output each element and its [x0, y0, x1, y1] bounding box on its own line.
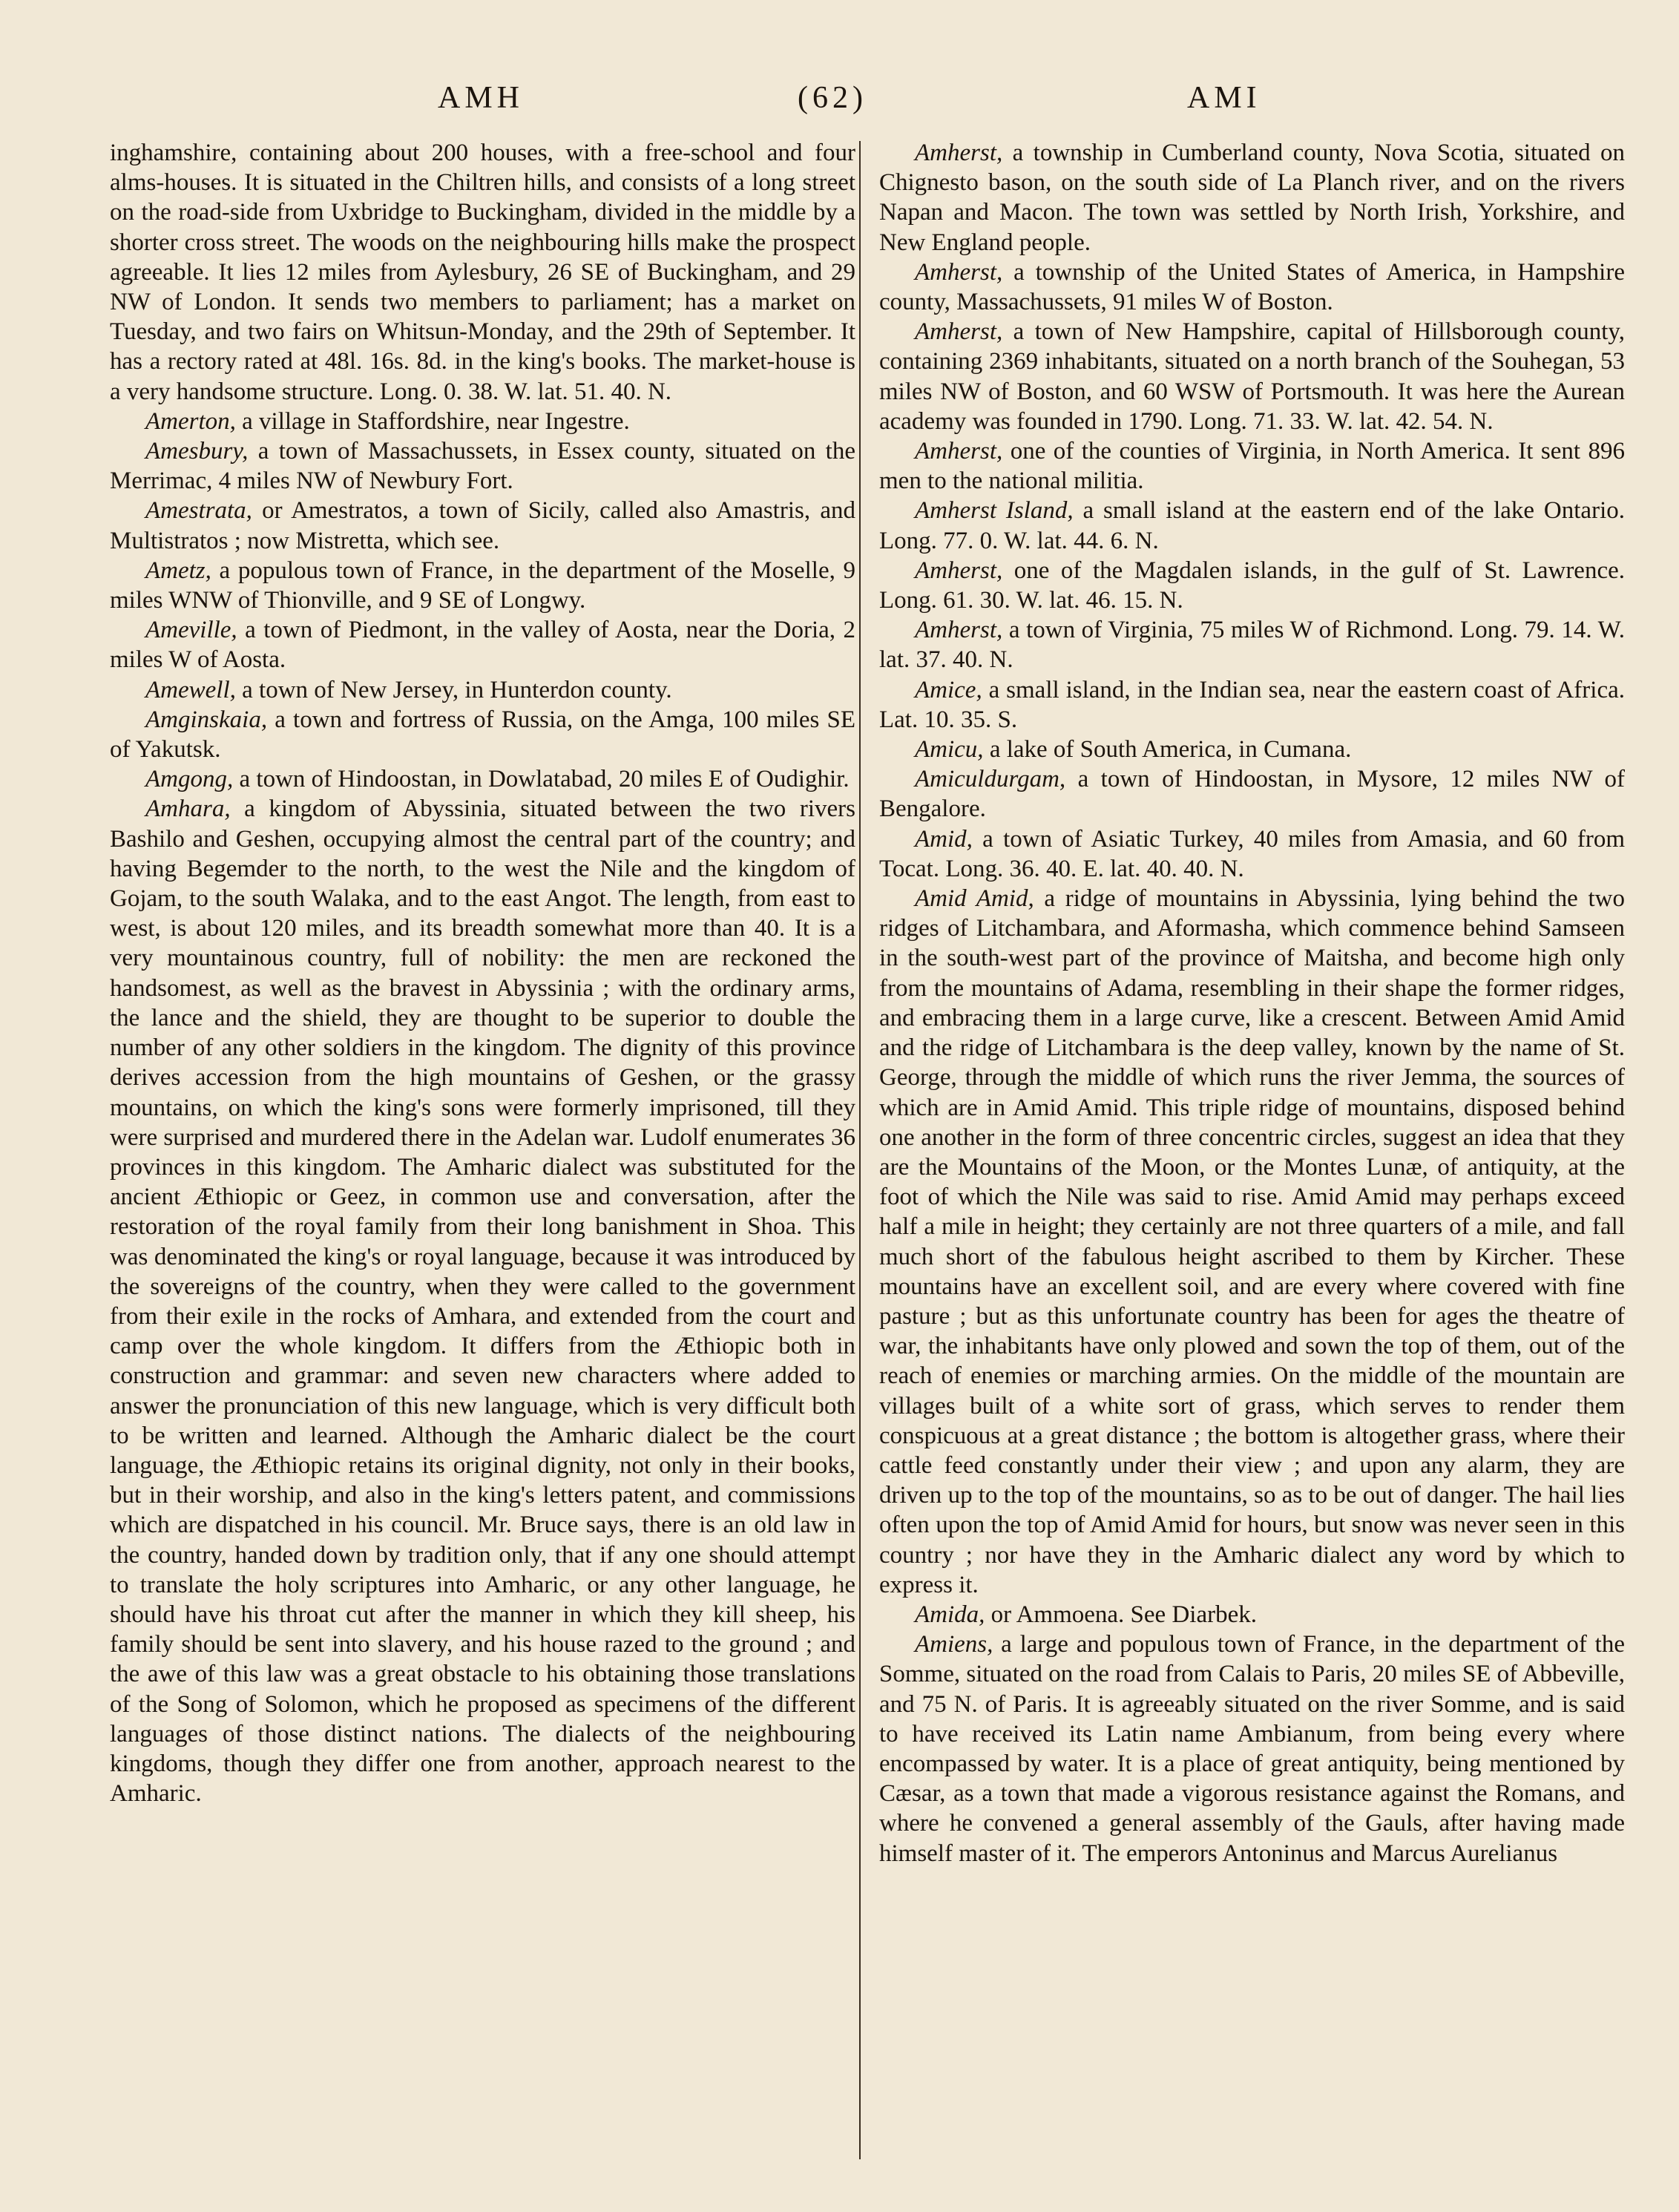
entry-text: a lake of South America, in Cumana.	[983, 736, 1352, 764]
entry	[879, 824, 1625, 884]
entry	[879, 1600, 1625, 1630]
entry	[110, 138, 855, 407]
entry-term: Amherst,	[915, 140, 1003, 166]
entry-text: a ridge of mountains in Abyssinia, lying behind the two ridges of Litchambara, and Aformasha, which commence behind Samseen in the south-west part of the province of Maitsha, and become high only from the mountains of Adama, resembling in their shape the former ridges, and embracing them in a large curve, like a crescent. Between Amid Amid and the ridge of Litchambara is the deep valley, known by the name of St. George, through the middle of which runs the river Jemma, the sources of which are in Amid Amid. This triple ridge of mountains, disposed behind one another in the form of three concentric circles, suggest an idea that they are the Mountains of the Moon, or the Montes Lunæ, of antiquity, at the foot of which the Nile was said to rise. Amid Amid may perhaps exceed half a mile in height; they certainly are not three quarters of a mile, and fall much short of the fabulous height ascribed to them by Kircher. These mountains have an excellent soil, and are every where covered with fine pasture ; but as this unfortunate country has been for ages the theatre of war, the inhabitants have only plowed and sown the top of them, out of the reach of enemies or marching armies. On the middle of the mountain are villages built of a white sort of grass, which serves to render them conspicuous at a great distance ; the bottom is altogether grass, where their cattle feed constantly under their view ; and upon any alarm, they are driven up to the top of the mountains, so as to be out of danger. The hail lies often upon the top of Amid Amid for hours, but snow was never seen in this country ; nor have they in the Amharic dialect any word by which to express it.	[879, 885, 1625, 1598]
running-header	[0, 80, 1679, 117]
entry-term: Amherst,	[915, 258, 1003, 286]
entry	[110, 496, 855, 555]
entry	[879, 735, 1625, 764]
entry	[879, 496, 1625, 555]
entry	[879, 138, 1625, 257]
entry-term: Amherst Island,	[915, 497, 1074, 525]
entry	[879, 615, 1625, 675]
entry-term: Amherst,	[915, 617, 1003, 644]
entry-text: a small island at the eastern end of the lake Ontario. Long. 77. 0. W. lat. 44. 6. N.	[879, 497, 1625, 554]
entry-term: Amewell,	[145, 676, 236, 703]
entry-term: Amice,	[915, 676, 982, 703]
entry-text: a town of Piedmont, in the valley of Aosta, near the Doria, 2 miles W of Aosta.	[110, 617, 855, 674]
entry	[110, 675, 855, 705]
entry-text: a kingdom of Abyssinia, situated between the two rivers Bashilo and Geshen, occupying almost the central part of the country; and having Begemder to the north, to the west the Nile and the kingdom of Gojam, to the south Walaka, and to the east Angot. The length, from east to west, is about 120 miles, and its breadth somewhat more than 40. It is a very mountainous country, full of nobility: the men are reckoned the handsomest, as well as the bravest in Abyssinia ; with the ordinary arms, the lance and the shield, they are thought to be superior to double the number of any other soldiers in the kingdom. The dignity of this province derives accession from the high mountains of Geshen, or the grassy mountains, on which the king's sons were formerly imprisoned, till they were surprised and murdered there in the Adelan war. Ludolf enumerates 36 provinces in this kingdom. The Amharic dialect was substituted for the ancient Æthiopic or Geez, in common use and conversation, after the restoration of the royal family from their long banishment in Shoa. This was denominated the king's or royal language, because it was introduced by the sovereigns of the country, when they were called to the government from their exile in the rocks of Amhara, and extended from the court and camp over the whole kingdom. It differs from the Æthiopic both in construction and grammar: and seven new characters where added to answer the pronunciation of this new language, which is very difficult both to be written and learned. Although the Amharic dialect be the court language, the Æthiopic retains its original dignity, not only in their books, but in their worship, and also in the king's letters patent, and commissions which are dispatched in his council. Mr. Bruce says, there is an old law in the country, handed down by tradition only, that if any one should attempt to translate the holy scriptures into Amharic, or any other language, he should have his throat cut after the manner in which they kill sheep, his family should be sent into slavery, and his house razed to the ground ; and the awe of this law was a great obstacle to his obtaining those translations of the Song of Solomon, which he proposed as specimens of the different languages of those distinct nations. The dialects of the neighbouring kingdoms, though they differ one from another, approach nearest to the Amharic.	[110, 795, 855, 1808]
entry	[110, 705, 855, 764]
right-column	[879, 138, 1625, 2171]
entry	[879, 884, 1625, 1600]
entry-text: a small island, in the Indian sea, near the eastern coast of Africa. Lat. 10. 35. S.	[879, 676, 1625, 733]
entry-text: a large and populous town of France, in the department of the Somme, situated on the road from Calais to Paris, 20 miles SE of Abbeville, and 75 N. of Paris. It is agreeably situated on the river Somme, and is said to have received its Latin name Ambianum, from being every where encompassed by water. It is a place of great antiquity, being mentioned by Cæsar, as a town that made a vigorous resistance against the Romans, and where he convened a general assembly of the Gauls, after having made himself master of it. The emperors Antoninus and Marcus Aurelianus	[879, 1631, 1625, 1867]
entry-term: Amhara,	[145, 795, 231, 823]
entry-term: Amginskaia,	[145, 706, 268, 733]
entry-text: one of the Magdalen islands, in the gulf of St. Lawrence. Long. 61. 30. W. lat. 46. 15. N.	[879, 557, 1625, 614]
entry	[879, 764, 1625, 824]
entry-term: Amid,	[915, 825, 973, 853]
entry-term: Amherst,	[915, 557, 1003, 584]
entry-term: Amherst,	[915, 438, 1003, 465]
entry	[110, 794, 855, 1808]
entry	[879, 317, 1625, 436]
entry-text: a township in Cumberland county, Nova Scotia, situated on Chignesto bason, on the south side of La Planch river, and on the rivers Napan and Macon. The town was settled by North Irish, Yorkshire, and New England people.	[879, 140, 1625, 256]
page-number: (62)	[798, 81, 867, 115]
entry-text: or Ammoena. See Diarbek.	[985, 1601, 1257, 1628]
entry-text: a village in Staffordshire, near Ingestre.	[235, 407, 630, 435]
entry-text: a township of the United States of America, in Hampshire county, Massachussets, 91 miles W of Boston.	[879, 258, 1625, 316]
entry	[110, 407, 855, 436]
entry-term: Amestrata,	[145, 497, 252, 525]
left-column	[110, 138, 855, 2171]
entry-text: one of the counties of Virginia, in North America. It sent 896 men to the national militia.	[879, 438, 1625, 495]
entry-term: Amida,	[915, 1601, 985, 1628]
entry-term: Amicu,	[915, 736, 984, 764]
entry	[110, 436, 855, 496]
entry-term: Amid Amid,	[915, 885, 1034, 913]
entry-text: or Amestratos, a town of Sicily, called also Amastris, and Multistratos ; now Mistretta, which see.	[110, 497, 855, 554]
entry	[879, 675, 1625, 735]
entry	[110, 556, 855, 615]
entry-text: a town of New Hampshire, capital of Hillsborough county, containing 2369 inhabitants, situated on a north branch of the Souhegan, 53 miles NW of Boston, and 60 WSW of Portsmouth. It was here the Aurean academy was founded in 1790. Long. 71. 33. W. lat. 42. 54. N.	[879, 318, 1625, 435]
entry-text: a town and fortress of Russia, on the Amga, 100 miles SE of Yakutsk.	[110, 706, 855, 764]
entry-term: Amherst,	[915, 318, 1003, 346]
entry-text: a town of Virginia, 75 miles W of Richmond. Long. 79. 14. W. lat. 37. 40. N.	[879, 617, 1625, 674]
entry	[110, 764, 855, 794]
entry-text: inghamshire, containing about 200 houses, with a free-school and four alms-houses. It is situated in the Chiltren hills, and consists of a long street on the road-side from Uxbridge to Buckingham, divided in the middle by a shorter cross street. The woods on the neighbouring hills make the prospect agreeable. It lies 12 miles from Aylesbury, 26 SE of Buckingham, and 29 NW of London. It sends two members to parliament; has a market on Tuesday, and two fairs on Whitsun-Monday, and the 29th of September. It has a rectory rated at 48l. 16s. 8d. in the king's books. The market-house is a very handsome structure. Long. 0. 38. W. lat. 51. 40. N.	[110, 140, 855, 405]
entry-text: a town of Hindoostan, in Mysore, 12 miles NW of Bengalore.	[879, 766, 1625, 823]
entry	[110, 615, 855, 675]
header-left: AMH	[438, 81, 525, 115]
entry-term: Amesbury,	[145, 438, 249, 465]
entry-term: Amgong,	[145, 766, 234, 793]
entry-term: Ametz,	[145, 557, 211, 584]
entry-term: Amiens,	[915, 1631, 993, 1658]
entry-text: a town of Hindoostan, in Dowlatabad, 20 miles E of Oudighir.	[233, 766, 850, 793]
entry	[879, 436, 1625, 496]
entry-text: a town of Asiatic Turkey, 40 miles from Amasia, and 60 from Tocat. Long. 36. 40. E. lat. 40. 40. N.	[879, 825, 1625, 882]
entry-text: a populous town of France, in the department of the Moselle, 9 miles WNW of Thionville, and 9 SE of Longwy.	[110, 557, 855, 614]
entry-text: a town of New Jersey, in Hunterdon county.	[235, 676, 672, 703]
entry	[879, 257, 1625, 317]
entry-text: a town of Massachussets, in Essex county, situated on the Merrimac, 4 miles NW of Newbury Fort.	[110, 438, 855, 495]
entry-term: Amiculdurgam,	[915, 766, 1066, 793]
entry	[879, 556, 1625, 615]
entry	[879, 1630, 1625, 1868]
header-right: AMI	[1187, 81, 1261, 115]
column-divider	[859, 141, 861, 2159]
entry-term: Amerton,	[145, 407, 236, 435]
entry-term: Ameville,	[145, 617, 237, 644]
